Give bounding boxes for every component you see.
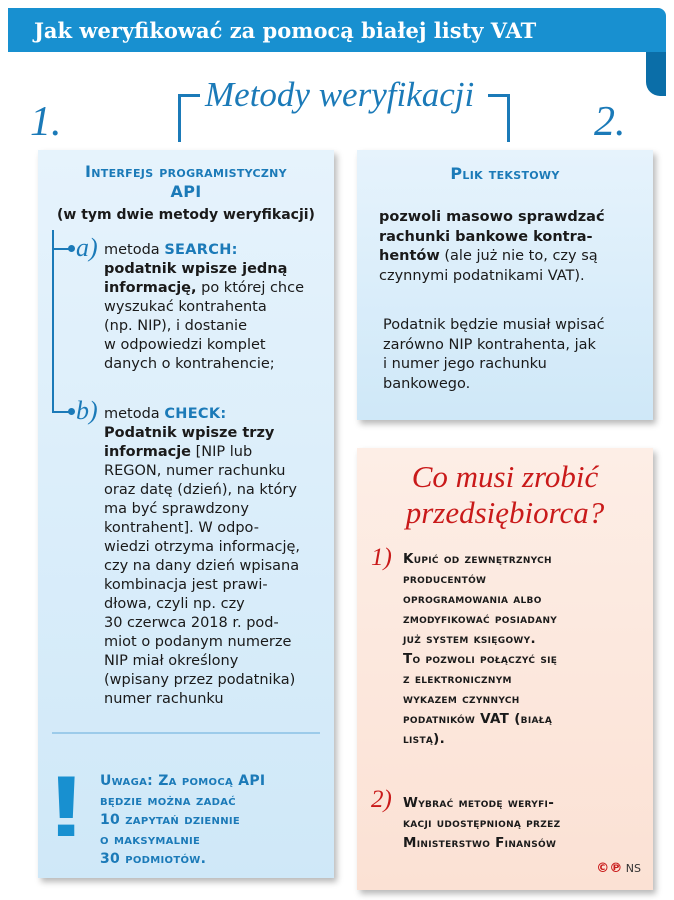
b-line-1: Podatnik wpisze trzy (104, 425, 275, 441)
item1-text (403, 549, 651, 749)
tree-dot-a (68, 245, 75, 252)
b-line-5: ma być sprawdzony (104, 501, 249, 517)
item1-line-7: wykazem czynnych (403, 691, 520, 707)
warning-line-0: Uwaga: Za pomocą API (100, 773, 266, 789)
p2-line-3: bankowego. (383, 375, 471, 392)
a-line-3: wyszukać kontrahenta (104, 299, 267, 315)
text-file-card (357, 150, 653, 420)
entrepreneur-card (357, 448, 653, 890)
p1-line-2-bold: hentów (379, 248, 440, 264)
api-subheading: (w tym dwie metody weryfikacji) (57, 207, 315, 223)
a-line-4: (np. NIP), i dostanie (104, 318, 247, 334)
credit (596, 862, 641, 876)
method-b-text (104, 405, 330, 709)
item2-line-1: kacji udostępnioną przez (403, 815, 561, 831)
tree-line (52, 230, 54, 412)
b-line-2 (104, 443, 330, 462)
b-line-15: numer rachunku (104, 691, 224, 707)
b-line-0: metoda CHECK: (104, 406, 227, 422)
api-heading-line1: Interfejs programistyczny (85, 162, 287, 181)
banner-title: Jak weryfikować za pomocą białej listy VAT (34, 18, 537, 43)
b-line-13: NIP miał określony (104, 653, 239, 669)
credit-initials: NS (625, 862, 641, 875)
item2-text (403, 793, 651, 853)
item2-marker: 2) (371, 786, 392, 813)
p2-line-0: Podatnik będzie musiał wpisać (383, 317, 605, 333)
b-line-3: REGON, numer rachunku (104, 463, 286, 479)
item1-line-3: zmodyfikować posiadany (403, 611, 558, 627)
b-line-6: kontrahent]. W odpo- (104, 520, 259, 536)
api-heading-line2: API (170, 182, 202, 201)
b-line-8: czy na dany dzień wpisana (104, 558, 300, 574)
bracket-left-stem (178, 94, 181, 142)
file-paragraph-2 (383, 316, 653, 394)
method-a-text (104, 241, 328, 374)
entrepreneur-title-line1: Co musi zrobić (411, 459, 599, 494)
b-line-11: 30 czerwca 2018 r. pod- (104, 615, 279, 631)
warning-icon: ! (46, 759, 86, 855)
a-line-2-rest: po której chce (196, 280, 305, 296)
item1-line-6: z elektronicznym (403, 671, 512, 687)
credit-mark: ©℗ (596, 861, 623, 876)
item1-marker: 1) (371, 544, 392, 571)
p2-line-2: i numer jego rachunku (383, 356, 547, 372)
b-line-9: kombinacja jest prawi- (104, 577, 268, 593)
check-keyword: CHECK: (164, 406, 227, 422)
item1-line-0: Kupić od zewnętrznych (403, 551, 552, 567)
warning-line-4: 30 podmiotów. (100, 851, 207, 867)
b-line-14: (wpisany przez podatnika) (104, 672, 296, 688)
method-number-2: 2. (594, 99, 626, 145)
p1-line-2-rest: (ale już nie to, czy są (439, 248, 598, 264)
item1-line-4: już system księgowy. (403, 631, 536, 647)
api-card (38, 150, 334, 878)
b-line-2-rest: [NIP lub (191, 444, 253, 460)
bracket-right-stem (507, 94, 510, 142)
a-line-1: podatnik wpisze jedną (104, 261, 288, 277)
marker-a: a) (76, 233, 98, 262)
b-line-12: miot o podanym numerze (104, 634, 292, 650)
p1-line-2 (379, 247, 649, 267)
a-line-6: danych o kontrahencie; (104, 356, 275, 372)
p1-line-1: rachunki bankowe kontra- (379, 228, 593, 245)
p2-line-1: zarówno NIP kontrahenta, jak (383, 336, 596, 353)
a-line-2-bold: informację, (104, 280, 197, 296)
title-banner (8, 8, 666, 52)
a-line-0: metoda SEARCH: (104, 242, 238, 258)
warning-text (100, 772, 328, 870)
tree-dot-b (68, 408, 75, 415)
item1-line-1: producentów (403, 571, 487, 587)
card-divider (52, 732, 320, 734)
entrepreneur-title-line2: przedsiębiorca? (405, 495, 605, 530)
b-line-10: dłowa, czyli np. czy (104, 596, 245, 612)
b-line-7: wiedzi otrzyma informację, (104, 539, 301, 555)
marker-b: b) (76, 396, 98, 425)
file-paragraph-1 (379, 208, 649, 286)
p1-line-3: czynnymi podatnikami VAT). (379, 267, 585, 284)
file-heading: Plik tekstowy (450, 164, 560, 183)
banner-fold (646, 52, 666, 96)
subtitle: Metody weryfikacji (205, 75, 475, 114)
method-number-1: 1. (30, 99, 62, 145)
b-line-2-bold: informacje (104, 444, 192, 460)
item1-line-5: To pozwoli połączyć się (403, 651, 558, 667)
b-line-4: oraz datę (dzień), na który (104, 482, 297, 498)
a-line-2 (104, 279, 328, 298)
bracket-left-top (178, 94, 200, 97)
item2-line-0: Wybrać metodę weryfi- (403, 795, 555, 811)
item2-line-2: Ministerstwo Finansów (403, 835, 557, 851)
warning-line-2: 10 zapytań dziennie (100, 812, 241, 828)
item1-line-8: podatników VAT (białą (403, 711, 553, 727)
p1-line-0: pozwoli masowo sprawdzać (379, 209, 605, 225)
item1-line-9: listą). (403, 731, 446, 747)
warning-line-1: będzie można zadać (100, 792, 236, 809)
search-keyword: SEARCH: (164, 242, 238, 258)
warning-line-3: o maksymalnie (100, 831, 201, 848)
item1-line-2: oprogramowania albo (403, 591, 542, 607)
a-line-5: w odpowiedzi komplet (104, 337, 266, 353)
